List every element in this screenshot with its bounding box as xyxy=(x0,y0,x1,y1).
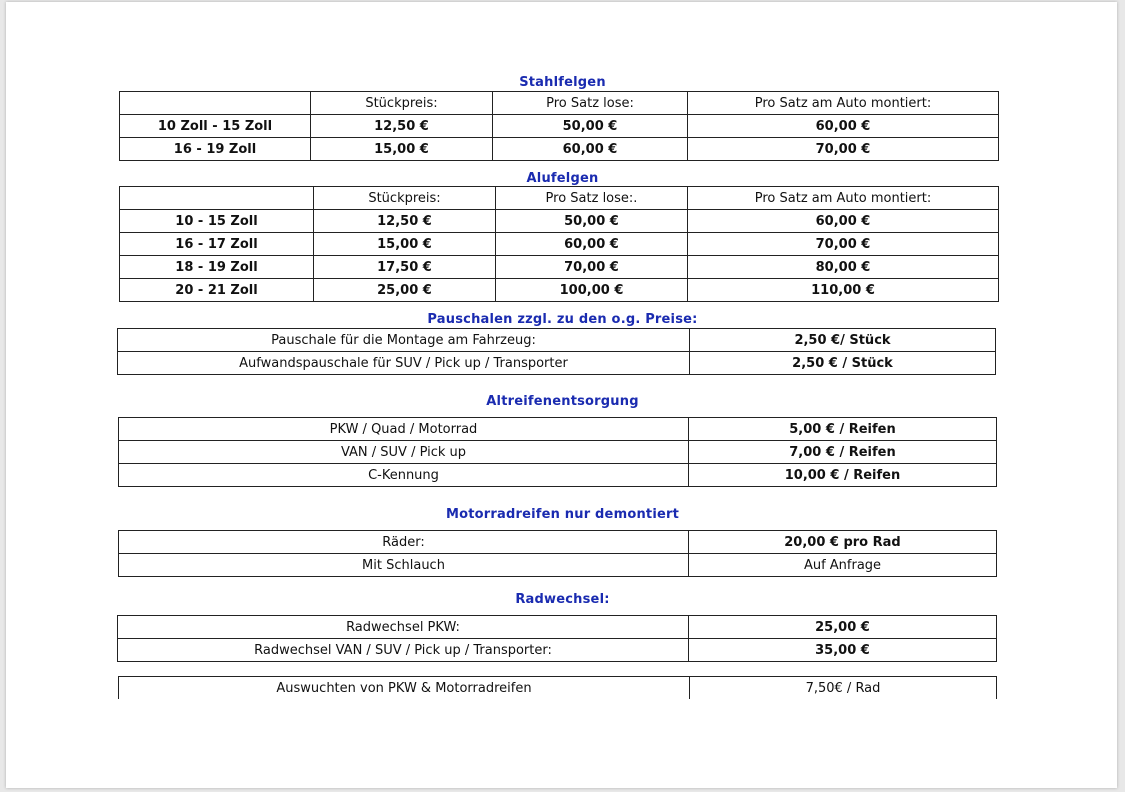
price-table-pauschalen xyxy=(117,328,996,375)
header-cell: Stückpreis: xyxy=(314,187,496,210)
item-cell: C-Kennung xyxy=(119,464,689,487)
price-table-motorrad xyxy=(118,530,997,577)
table-row xyxy=(120,115,999,138)
size-cell: 20 - 21 Zoll xyxy=(120,279,314,302)
size-cell: 16 - 19 Zoll xyxy=(120,138,311,161)
table-row xyxy=(119,418,997,441)
item-cell: Radwechsel VAN / SUV / Pick up / Transporter: xyxy=(118,639,689,662)
size-cell: 16 - 17 Zoll xyxy=(120,233,314,256)
item-cell: Radwechsel PKW: xyxy=(118,616,689,639)
size-cell: 10 - 15 Zoll xyxy=(120,210,314,233)
item-cell: Pauschale für die Montage am Fahrzeug: xyxy=(118,329,690,352)
section-title-altreifenentsorgung: Altreifenentsorgung xyxy=(486,394,639,409)
header-cell xyxy=(120,92,311,115)
price-table-altreifen xyxy=(118,417,997,487)
price-cell: 100,00 € xyxy=(496,279,688,302)
price-cell: 70,00 € xyxy=(496,256,688,279)
table-row xyxy=(119,531,997,554)
price-cell: 20,00 € pro Rad xyxy=(689,531,997,554)
header-cell: Pro Satz am Auto montiert: xyxy=(688,187,999,210)
price-cell: 25,00 € xyxy=(314,279,496,302)
price-cell: 7,50€ / Rad xyxy=(690,677,997,700)
header-cell: Pro Satz am Auto montiert: xyxy=(688,92,999,115)
price-cell: 80,00 € xyxy=(688,256,999,279)
price-cell: 50,00 € xyxy=(496,210,688,233)
table-row xyxy=(120,138,999,161)
price-cell: 35,00 € xyxy=(689,639,997,662)
price-cell: 2,50 € / Stück xyxy=(690,352,996,375)
section-title-motorradreifen: Motorradreifen nur demontiert xyxy=(445,507,680,522)
table-row xyxy=(118,616,997,639)
price-cell: 17,50 € xyxy=(314,256,496,279)
price-table-auswuchten xyxy=(118,676,997,699)
price-cell: 7,00 € / Reifen xyxy=(689,441,997,464)
table-row xyxy=(119,441,997,464)
price-cell: 15,00 € xyxy=(314,233,496,256)
table-header-row xyxy=(120,187,999,210)
price-cell: 60,00 € xyxy=(493,138,688,161)
item-cell: Mit Schlauch xyxy=(119,554,689,577)
header-cell: Stückpreis: xyxy=(311,92,493,115)
price-table-stahlfelgen xyxy=(119,91,999,161)
table-row xyxy=(120,210,999,233)
price-cell: 110,00 € xyxy=(688,279,999,302)
table-row xyxy=(119,464,997,487)
table-row xyxy=(120,256,999,279)
table-row xyxy=(118,329,996,352)
header-cell xyxy=(120,187,314,210)
price-cell: Auf Anfrage xyxy=(689,554,997,577)
price-cell: 60,00 € xyxy=(688,115,999,138)
table-row xyxy=(119,554,997,577)
price-cell: 60,00 € xyxy=(496,233,688,256)
section-title-radwechsel: Radwechsel: xyxy=(515,592,610,607)
item-cell: Räder: xyxy=(119,531,689,554)
section-title-pauschalen: Pauschalen zzgl. zu den o.g. Preise: xyxy=(427,312,698,327)
table-row xyxy=(118,352,996,375)
price-cell: 60,00 € xyxy=(688,210,999,233)
price-cell: 12,50 € xyxy=(311,115,493,138)
price-cell: 25,00 € xyxy=(689,616,997,639)
item-cell: Aufwandspauschale für SUV / Pick up / Transporter xyxy=(118,352,690,375)
item-cell: Auswuchten von PKW & Motorradreifen xyxy=(119,677,690,700)
price-cell: 5,00 € / Reifen xyxy=(689,418,997,441)
item-cell: VAN / SUV / Pick up xyxy=(119,441,689,464)
size-cell: 10 Zoll - 15 Zoll xyxy=(120,115,311,138)
table-header-row xyxy=(120,92,999,115)
section-title-stahlfelgen: Stahlfelgen xyxy=(519,75,606,90)
table-row xyxy=(119,677,997,700)
section-title-alufelgen: Alufelgen xyxy=(526,171,599,186)
price-cell: 70,00 € xyxy=(688,233,999,256)
price-cell: 12,50 € xyxy=(314,210,496,233)
price-cell: 2,50 €/ Stück xyxy=(690,329,996,352)
price-table-radwechsel xyxy=(117,615,997,662)
header-cell: Pro Satz lose: xyxy=(493,92,688,115)
table-row xyxy=(118,639,997,662)
table-row xyxy=(120,279,999,302)
price-table-alufelgen xyxy=(119,186,999,302)
price-cell: 70,00 € xyxy=(688,138,999,161)
item-cell: PKW / Quad / Motorrad xyxy=(119,418,689,441)
price-cell: 50,00 € xyxy=(493,115,688,138)
size-cell: 18 - 19 Zoll xyxy=(120,256,314,279)
header-cell: Pro Satz lose:. xyxy=(496,187,688,210)
table-row xyxy=(120,233,999,256)
price-cell: 10,00 € / Reifen xyxy=(689,464,997,487)
price-cell: 15,00 € xyxy=(311,138,493,161)
